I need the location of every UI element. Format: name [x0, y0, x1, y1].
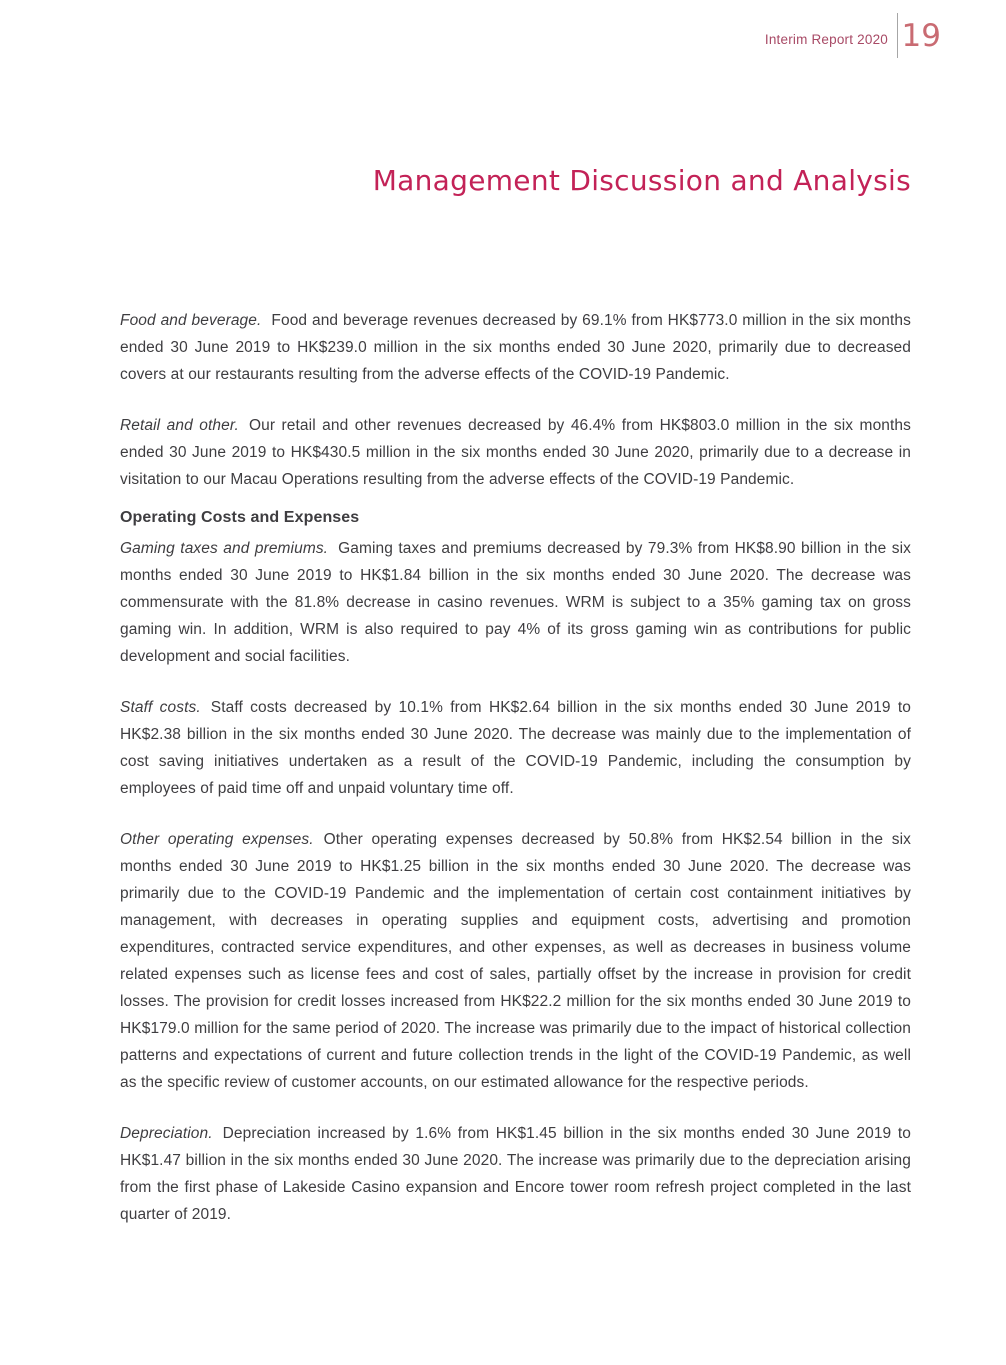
- paragraph-text-food-and-beverage: Food and beverage revenues decreased by 69.1% from HK$773.0 million in the six months ended 30 June 2019 to HK$239.0 million in the six months ended 30 June 2020, primarily due to decreased covers at our restaurants resulting from the adverse effects of the COVID-19 Pandemic.: [120, 312, 911, 383]
- paragraph-other-operating-expenses: [120, 826, 911, 1096]
- page-number: 19: [901, 18, 941, 54]
- header-divider: [897, 13, 899, 58]
- paragraph-lead-other-operating-expenses: Other operating expenses.: [120, 831, 314, 848]
- paragraph-depreciation: [120, 1120, 911, 1228]
- report-title: Interim Report 2020: [764, 32, 888, 47]
- paragraph-gaming-taxes-and-premiums: [120, 535, 911, 670]
- paragraph-text-depreciation: Depreciation increased by 1.6% from HK$1.45 billion in the six months ended 30 June 2019 to HK$1.47 billion in the six months ended 30 June 2020. The increase was primarily due to the depreciation arising from the first phase of Lakeside Casino expansion and Encore tower room refresh project completed in the last quarter of 2019.: [120, 1125, 911, 1223]
- page-title: Management Discussion and Analysis: [372, 164, 911, 197]
- paragraph-lead-depreciation: Depreciation.: [120, 1125, 213, 1142]
- content-area: [120, 307, 911, 1228]
- paragraph-text-gaming-taxes-and-premiums: Gaming taxes and premiums decreased by 79.3% from HK$8.90 billion in the six months ended 30 June 2019 to HK$1.84 billion in the six months ended 30 June 2020. The decrease was commensurate with the 81.8% decrease in casino revenues. WRM is subject to a 35% gaming tax on gross gaming win. In addition, WRM is also required to pay 4% of its gross gaming win as contributions for public development and social facilities.: [120, 540, 911, 665]
- section-heading-operating-costs-and-expenses: Operating Costs and Expenses: [120, 509, 360, 526]
- paragraph-lead-food-and-beverage: Food and beverage.: [120, 312, 262, 329]
- page-header: [646, 0, 1006, 70]
- paragraph-food-and-beverage: [120, 307, 911, 388]
- paragraph-lead-staff-costs: Staff costs.: [120, 699, 201, 716]
- paragraph-retail-and-other: [120, 412, 911, 493]
- paragraph-text-staff-costs: Staff costs decreased by 10.1% from HK$2.64 billion in the six months ended 30 June 2019 to HK$2.38 billion in the six months ended 30 June 2020. The decrease was mainly due to the implementation of cost saving initiatives undertaken as a result of the COVID-19 Pandemic, including the consumption by employees of paid time off and unpaid voluntary time off.: [120, 699, 911, 797]
- paragraph-staff-costs: [120, 694, 911, 802]
- paragraph-text-retail-and-other: Our retail and other revenues decreased by 46.4% from HK$803.0 million in the six months ended 30 June 2019 to HK$430.5 million in the six months ended 30 June 2020, primarily due to a decrease in visitation to our Macau Operations resulting from the adverse effects of the COVID-19 Pandemic.: [120, 417, 911, 488]
- paragraph-text-other-operating-expenses: Other operating expenses decreased by 50.8% from HK$2.54 billion in the six months ended 30 June 2019 to HK$1.25 billion in the six months ended 30 June 2020. The decrease was primarily due to the COVID-19 Pandemic and the implementation of certain cost containment initiatives by management, with decreases in operating supplies and equipment costs, advertising and promotion expenditures, contracted service expenditures, and other expenses, as well as decreases in business volume related expenses such as license fees and cost of sales, partially offset by the increase in provision for credit losses. The provision for credit losses increased from HK$22.2 million for the six months ended 30 June 2019 to HK$179.0 million for the same period of 2020. The increase was primarily due to the impact of historical collection patterns and expectations of current and future collection trends in the light of the COVID-19 Pandemic, as well as the specific review of customer accounts, on our estimated allowance for the respective periods.: [120, 831, 911, 1091]
- paragraph-lead-gaming-taxes-and-premiums: Gaming taxes and premiums.: [120, 540, 329, 557]
- paragraph-lead-retail-and-other: Retail and other.: [120, 417, 239, 434]
